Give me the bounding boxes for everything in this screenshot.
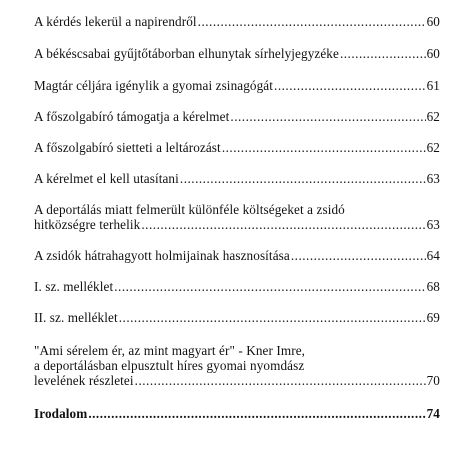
toc-entry (34, 343, 440, 388)
dot-leader (114, 279, 425, 294)
toc-entry-title: Magtár céljára igénylik a gyomai zsinagógát (34, 78, 274, 93)
toc-entry-title: A főszolgabíró támogatja a kérelmet (34, 109, 230, 124)
toc-entry (34, 78, 440, 93)
toc-entry (34, 140, 440, 155)
toc-entry-page: 61 (426, 78, 440, 93)
dot-leader (291, 248, 426, 263)
dot-leader (180, 171, 426, 186)
toc-entry-title: A kérdés lekerül a napirendről (34, 14, 197, 29)
dot-leader (119, 310, 426, 325)
toc-entry (34, 248, 440, 263)
toc-entry-title-continued: a deportálásban elpusztult híres gyomai nyomdász (34, 358, 305, 373)
toc-entry-page: 63 (426, 217, 440, 232)
toc-entry-page: 60 (426, 14, 440, 29)
toc-entry-page: 63 (426, 171, 440, 186)
toc-entry-title: A békéscsabai gyűjtőtáborban elhunytak sírhelyjegyzéke (34, 46, 339, 61)
toc-entry-page: 62 (426, 140, 440, 155)
toc-entry-page: 74 (426, 406, 440, 421)
dot-leader (222, 140, 426, 155)
toc-entry-page: 60 (426, 46, 440, 61)
toc-entry-title: Irodalom (34, 406, 88, 421)
dot-leader (198, 14, 426, 29)
dot-leader (230, 109, 425, 124)
toc-entry-title: A kérelmet el kell utasítani (34, 171, 179, 186)
toc-entry-title: I. sz. melléklet (34, 279, 114, 294)
toc-entry (34, 46, 440, 61)
toc-entry-title: II. sz. melléklet (34, 310, 118, 325)
toc-entry (34, 171, 440, 186)
toc-entry-title-continued: hitközségre terhelik (34, 217, 141, 232)
toc-entry-title-continued: levelének részletei (34, 373, 134, 388)
toc-entry-page: 70 (426, 373, 440, 388)
toc-entry (34, 109, 440, 124)
toc-entry (34, 279, 440, 294)
toc-entry-title: A főszolgabíró sietteti a leltározást (34, 140, 221, 155)
toc-entry (34, 14, 440, 29)
dot-leader (88, 406, 425, 421)
toc-entry-title: A zsidók hátrahagyott holmijainak hasznosítása (34, 248, 290, 263)
toc-entry-page: 62 (426, 109, 440, 124)
dot-leader (141, 217, 425, 232)
toc-entry (34, 406, 440, 421)
dot-leader (340, 46, 426, 61)
toc-entry-title: "Ami sérelem ér, az mint magyart ér" - Kner Imre, (34, 343, 306, 358)
dot-leader (135, 373, 426, 388)
table-of-contents (34, 14, 440, 421)
toc-entry-page: 69 (426, 310, 440, 325)
toc-entry-title: A deportálás miatt felmerült különféle költségeket a zsidó (34, 202, 345, 217)
toc-entry (34, 202, 440, 232)
dot-leader (274, 78, 426, 93)
toc-entry-page: 64 (426, 248, 440, 263)
toc-entry-page: 68 (426, 279, 440, 294)
toc-entry (34, 310, 440, 325)
